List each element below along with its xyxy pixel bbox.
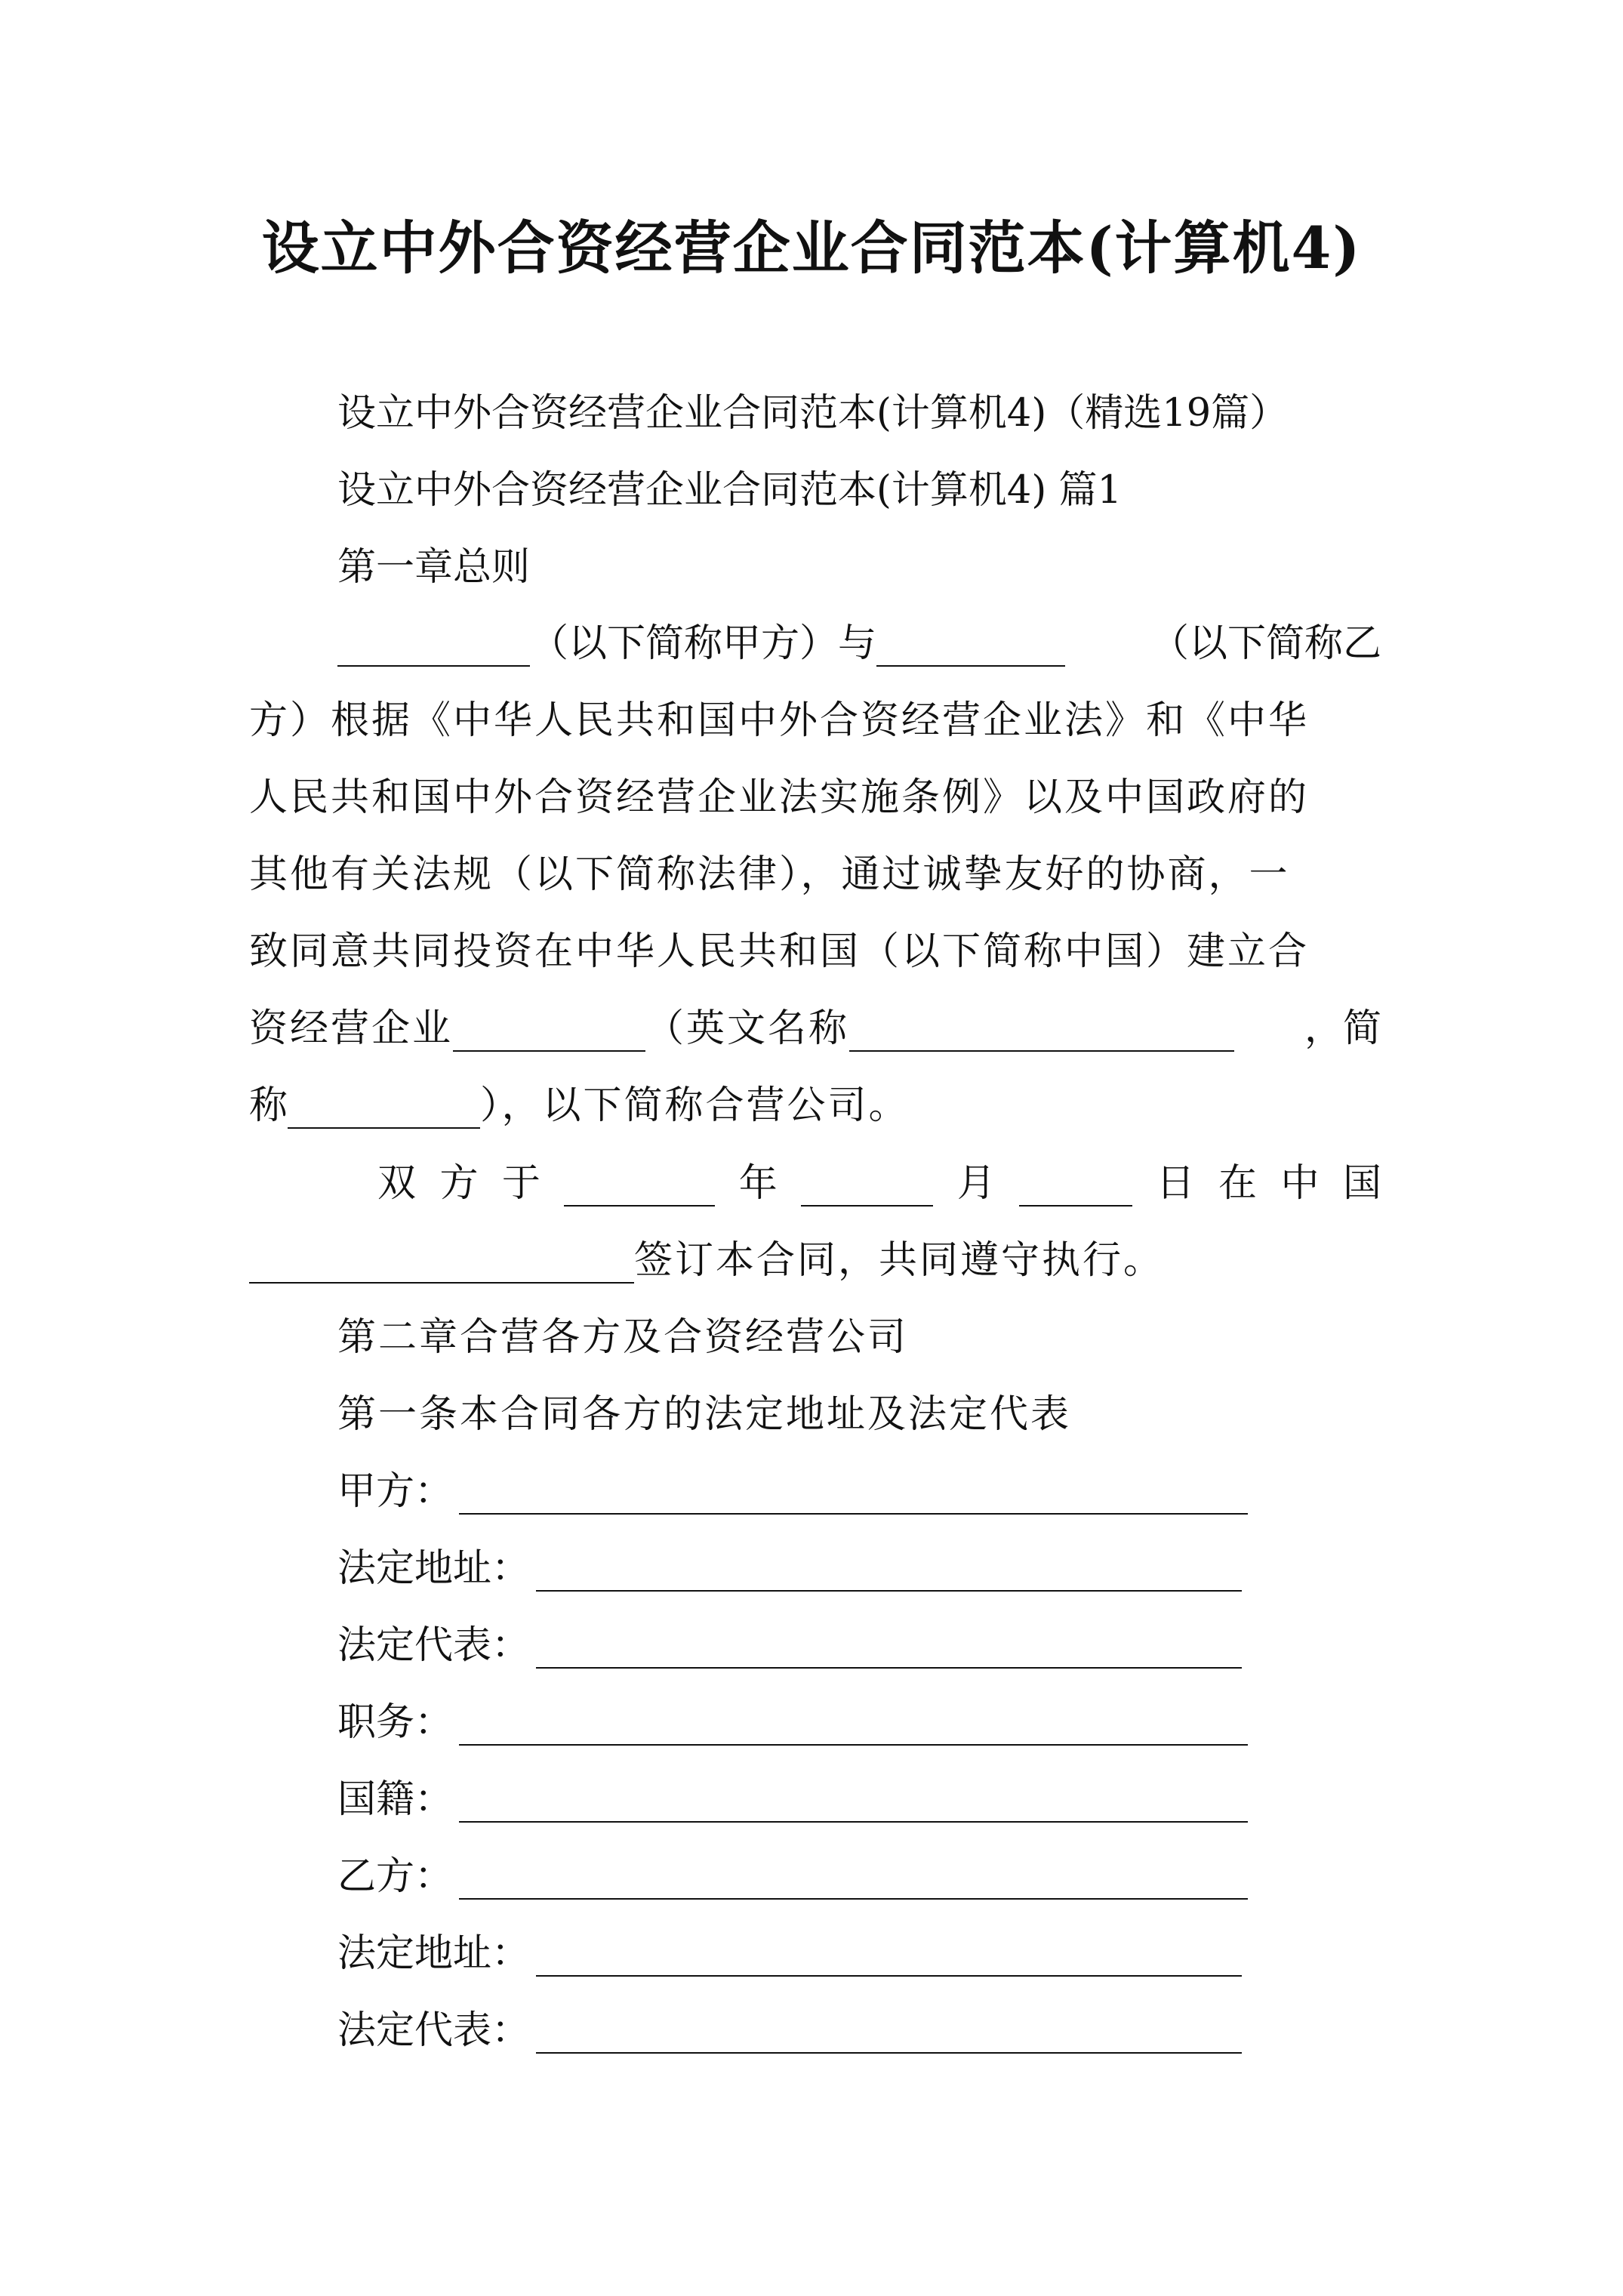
chapter-2-heading: 第二章合营各方及合资经营公司 (337, 1315, 909, 1360)
field-position-a (337, 1700, 1248, 1746)
para2-word: 在 (1218, 1161, 1258, 1206)
place-blank (249, 1247, 634, 1284)
para2-line2 (249, 1238, 1164, 1284)
party-b-blank (876, 630, 1065, 667)
field-blank (459, 1786, 1248, 1823)
para2-word: 国 (1342, 1161, 1381, 1206)
para1-line4: 其他有关法规（以下简称法律），通过诚挚友好的协商，一 (249, 852, 1290, 897)
field-label: 乙方： (337, 1854, 454, 1899)
field-blank (459, 1863, 1248, 1900)
short-name-blank (288, 1093, 480, 1129)
para2-word: 于 (501, 1161, 540, 1206)
para1-line7 (249, 1083, 910, 1129)
para1-text-e: ，简 (1304, 1006, 1381, 1051)
para1-text-b: （以下简称乙 (1150, 621, 1381, 666)
field-label: 职务： (337, 1700, 454, 1745)
para2-word: 方 (439, 1161, 479, 1206)
field-blank (536, 2017, 1242, 2054)
para1-line1 (249, 621, 1381, 667)
year-blank (564, 1170, 715, 1207)
para1-text-d: （英文名称 (645, 1006, 850, 1051)
para1-text-f: 称 (249, 1083, 288, 1128)
para2-word: 月 (956, 1161, 996, 1206)
field-label: 法定地址： (337, 1931, 531, 1976)
field-label: 法定地址： (337, 1546, 531, 1591)
field-address-b (337, 1931, 1242, 1977)
chapter-1-heading: 第一章总则 (337, 545, 531, 590)
para1-text-g: ），以下简称合营公司。 (480, 1083, 910, 1128)
para1-line6 (249, 1006, 1381, 1052)
field-address-a (337, 1546, 1242, 1592)
para1-text-c: 资经营企业 (249, 1006, 454, 1051)
company-name-blank (453, 1015, 645, 1052)
field-label: 法定代表： (337, 2008, 531, 2053)
para2-text: 签订本合同，共同遵守执行。 (634, 1238, 1165, 1283)
field-blank (536, 1940, 1242, 1977)
para1-line5: 致同意共同投资在中华人民共和国（以下简称中国）建立合 (249, 929, 1310, 974)
section-heading: 设立中外合资经营企业合同范本(计算机4) 篇1 (337, 468, 1122, 513)
field-representative-a (337, 1623, 1242, 1669)
para2-word: 中 (1280, 1161, 1320, 1206)
document-title: 设立中外合资经营企业合同范本(计算机4) (261, 214, 1362, 282)
subtitle: 设立中外合资经营企业合同范本(计算机4)（精选19篇） (337, 391, 1289, 436)
article-1-heading: 第一条本合同各方的法定地址及法定代表 (337, 1392, 1072, 1437)
para1-line2: 方）根据《中华人民共和国中外合资经营企业法》和《中华 (249, 698, 1310, 743)
field-blank (459, 1478, 1248, 1515)
field-label: 国籍： (337, 1777, 454, 1822)
para1-text-a: （以下简称甲方）与 (530, 621, 877, 666)
field-label: 甲方： (337, 1469, 454, 1514)
para2-line1 (377, 1161, 1381, 1207)
para2-word: 年 (738, 1161, 778, 1206)
day-blank (1019, 1170, 1132, 1207)
field-party-a (337, 1469, 1248, 1515)
english-name-blank (849, 1015, 1234, 1052)
field-nationality-a (337, 1777, 1248, 1823)
para2-word: 日 (1156, 1161, 1195, 1206)
para2-word: 双 (377, 1161, 417, 1206)
month-blank (801, 1170, 933, 1207)
field-blank (536, 1632, 1242, 1669)
party-a-blank (337, 630, 530, 667)
para1-line3: 人民共和国中外合资经营企业法实施条例》以及中国政府的 (249, 775, 1310, 820)
field-party-b (337, 1854, 1248, 1900)
field-blank (459, 1709, 1248, 1746)
field-blank (536, 1555, 1242, 1592)
field-representative-b (337, 2008, 1242, 2054)
field-label: 法定代表： (337, 1623, 531, 1668)
